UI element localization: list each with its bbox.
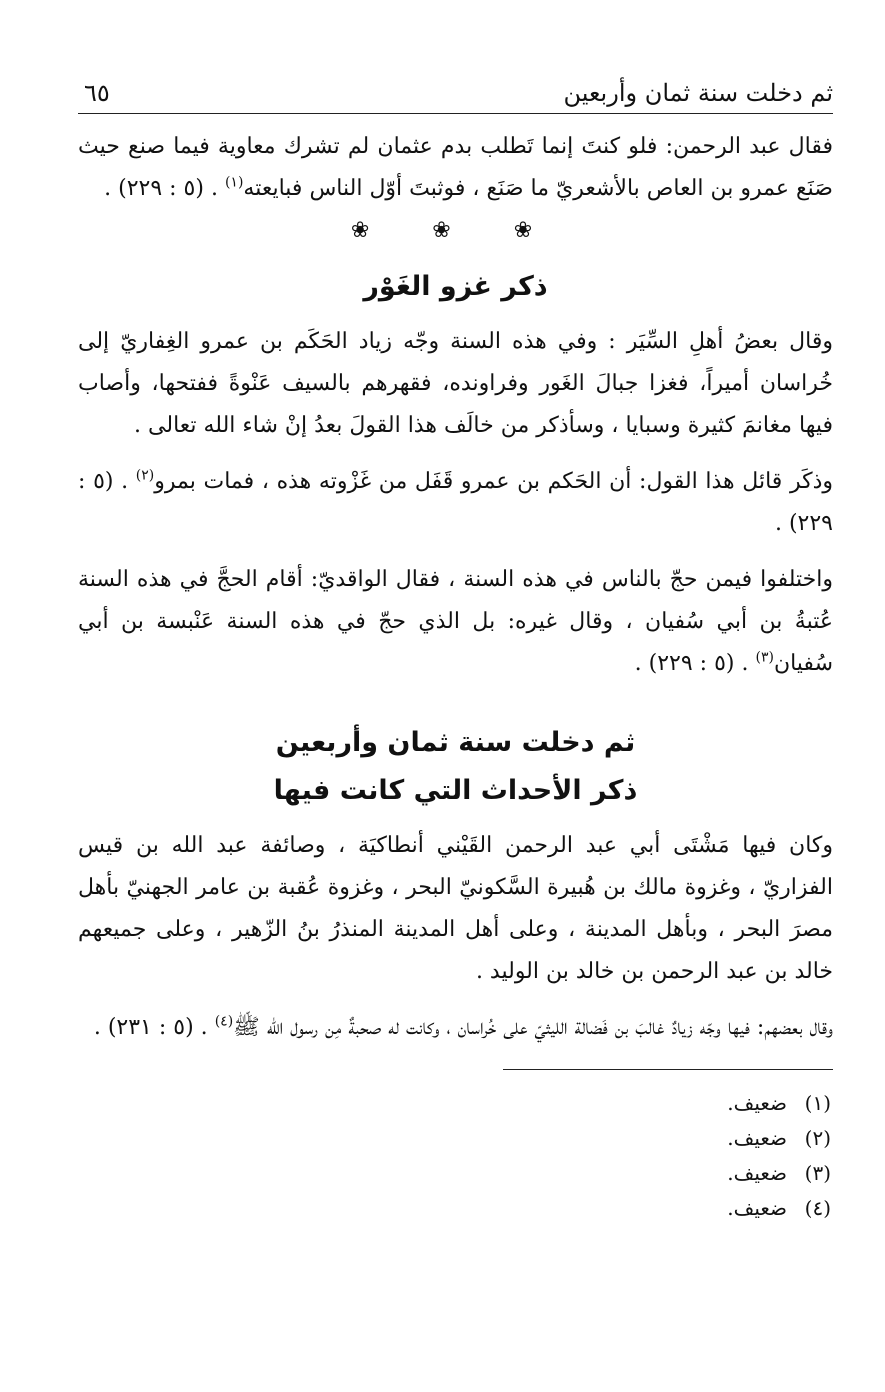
section-heading: ذكر الأحداث التي كانت فيها [273,775,638,806]
paragraph [78,461,833,545]
paragraph [78,1007,833,1049]
footnote [78,1156,831,1191]
citation: . (٥ : ٢٣١) . [93,1015,208,1040]
paragraph-text: وقال بعضهم: فيها وجّه زيادٌ غالبَ بن فَضالة الليثيّ على خُراسان ، وكانت له صحبةٌ مِن رسول الله ﷺ [233,1015,833,1040]
page-number: ٦٥ [84,79,110,107]
footnote [78,1086,831,1121]
footnote-ref: (٣) [755,649,774,666]
footnote-text: ضعيف. [727,1196,787,1220]
paragraph: وكان فيها مَشْتَى أبي عبد الرحمن القَيْني أنطاكيَة ، وصائفة عبد الله بن قيس الفزاريّ ، وغزوة مالك بن هُبيرة السَّكونيّ البحر ، وغزوة عُقبة بن عامر الجهنيّ بأهل مصرَ البحر ، وبأهل المدينة ، وعلى أهل المدينة المنذرُ بنُ الزّهير ، وعلى جميعهم خالد بن عبد الرحمن بن خالد بن الوليد . [78,833,833,984]
section-heading: ذكر غزو الغَوْر [363,271,548,302]
footnote-number: (٣) [804,1161,831,1185]
section-separator: ❀ ❀ ❀ [350,218,561,243]
running-header [78,70,833,114]
footnote [78,1121,831,1156]
footnote-text: ضعيف. [727,1091,787,1115]
footnote-number: (١) [804,1091,831,1115]
footnote [78,1191,831,1226]
page-body [78,126,833,1226]
footnote-ref: (٢) [135,467,155,484]
book-page [78,0,833,1392]
footnote-number: (٢) [804,1126,831,1150]
paragraph-text: وذكَر قائل هذا القول: أن الحَكم بن عمرو قَفَل من غَزْوته هذه ، فمات بمرو [154,469,833,494]
chapter-heading: ثم دخلت سنة ثمان وأربعين [275,727,636,758]
footnote-number: (٤) [804,1196,831,1220]
footnote-ref: (١) [224,174,244,191]
paragraph-text: فقال عبد الرحمن: فلو كنتَ إنما تَطلب بدم عثمان لم تشرك معاوية فيما صنع حيث صَنَع عمرو بن العاص بالأشعريّ ما صَنَع ، فوثبتَ أوّل الناس فبايعته [78,134,833,201]
footnote-text: ضعيف. [727,1161,787,1185]
paragraph [78,559,833,685]
paragraph-text: واختلفوا فيمن حجّ بالناس في هذه السنة ، فقال الواقديّ: أقام الحجَّ في هذه السنة عُتبةُ بن أبي سُفيان ، وقال غيره: بل الذي حجّ في هذه السنة عَنْبسة بن أبي سُفيان [78,567,833,676]
footnote-ref: (٤) [214,1013,234,1030]
citation: . (٥ : ٢٢٩) . [104,176,218,201]
footnote-divider [503,1069,833,1070]
paragraph: وقال بعضُ أهلِ السِّيَر : وفي هذه السنة وجّه زياد الحَكَم بن عمرو الغِفاريّ إلى خُراسان أميراً، فغزا جبالَ الغَور وفراونده، فقهرهم بالسيف عَنْوةً ففتحها، وأصاب فيها مغانمَ كثيرة وسبايا ، وسأذكر من خالَف هذا القولَ بعدُ إنْ شاء الله تعالى . [78,329,833,438]
paragraph [78,126,833,210]
citation: . (٥ : ٢٢٩) . [78,469,833,536]
footnote-text: ضعيف. [727,1126,787,1150]
citation: . (٥ : ٢٢٩) . [634,651,749,676]
running-title: ثم دخلت سنة ثمان وأربعين [563,79,833,107]
footnote-list [78,1086,833,1226]
